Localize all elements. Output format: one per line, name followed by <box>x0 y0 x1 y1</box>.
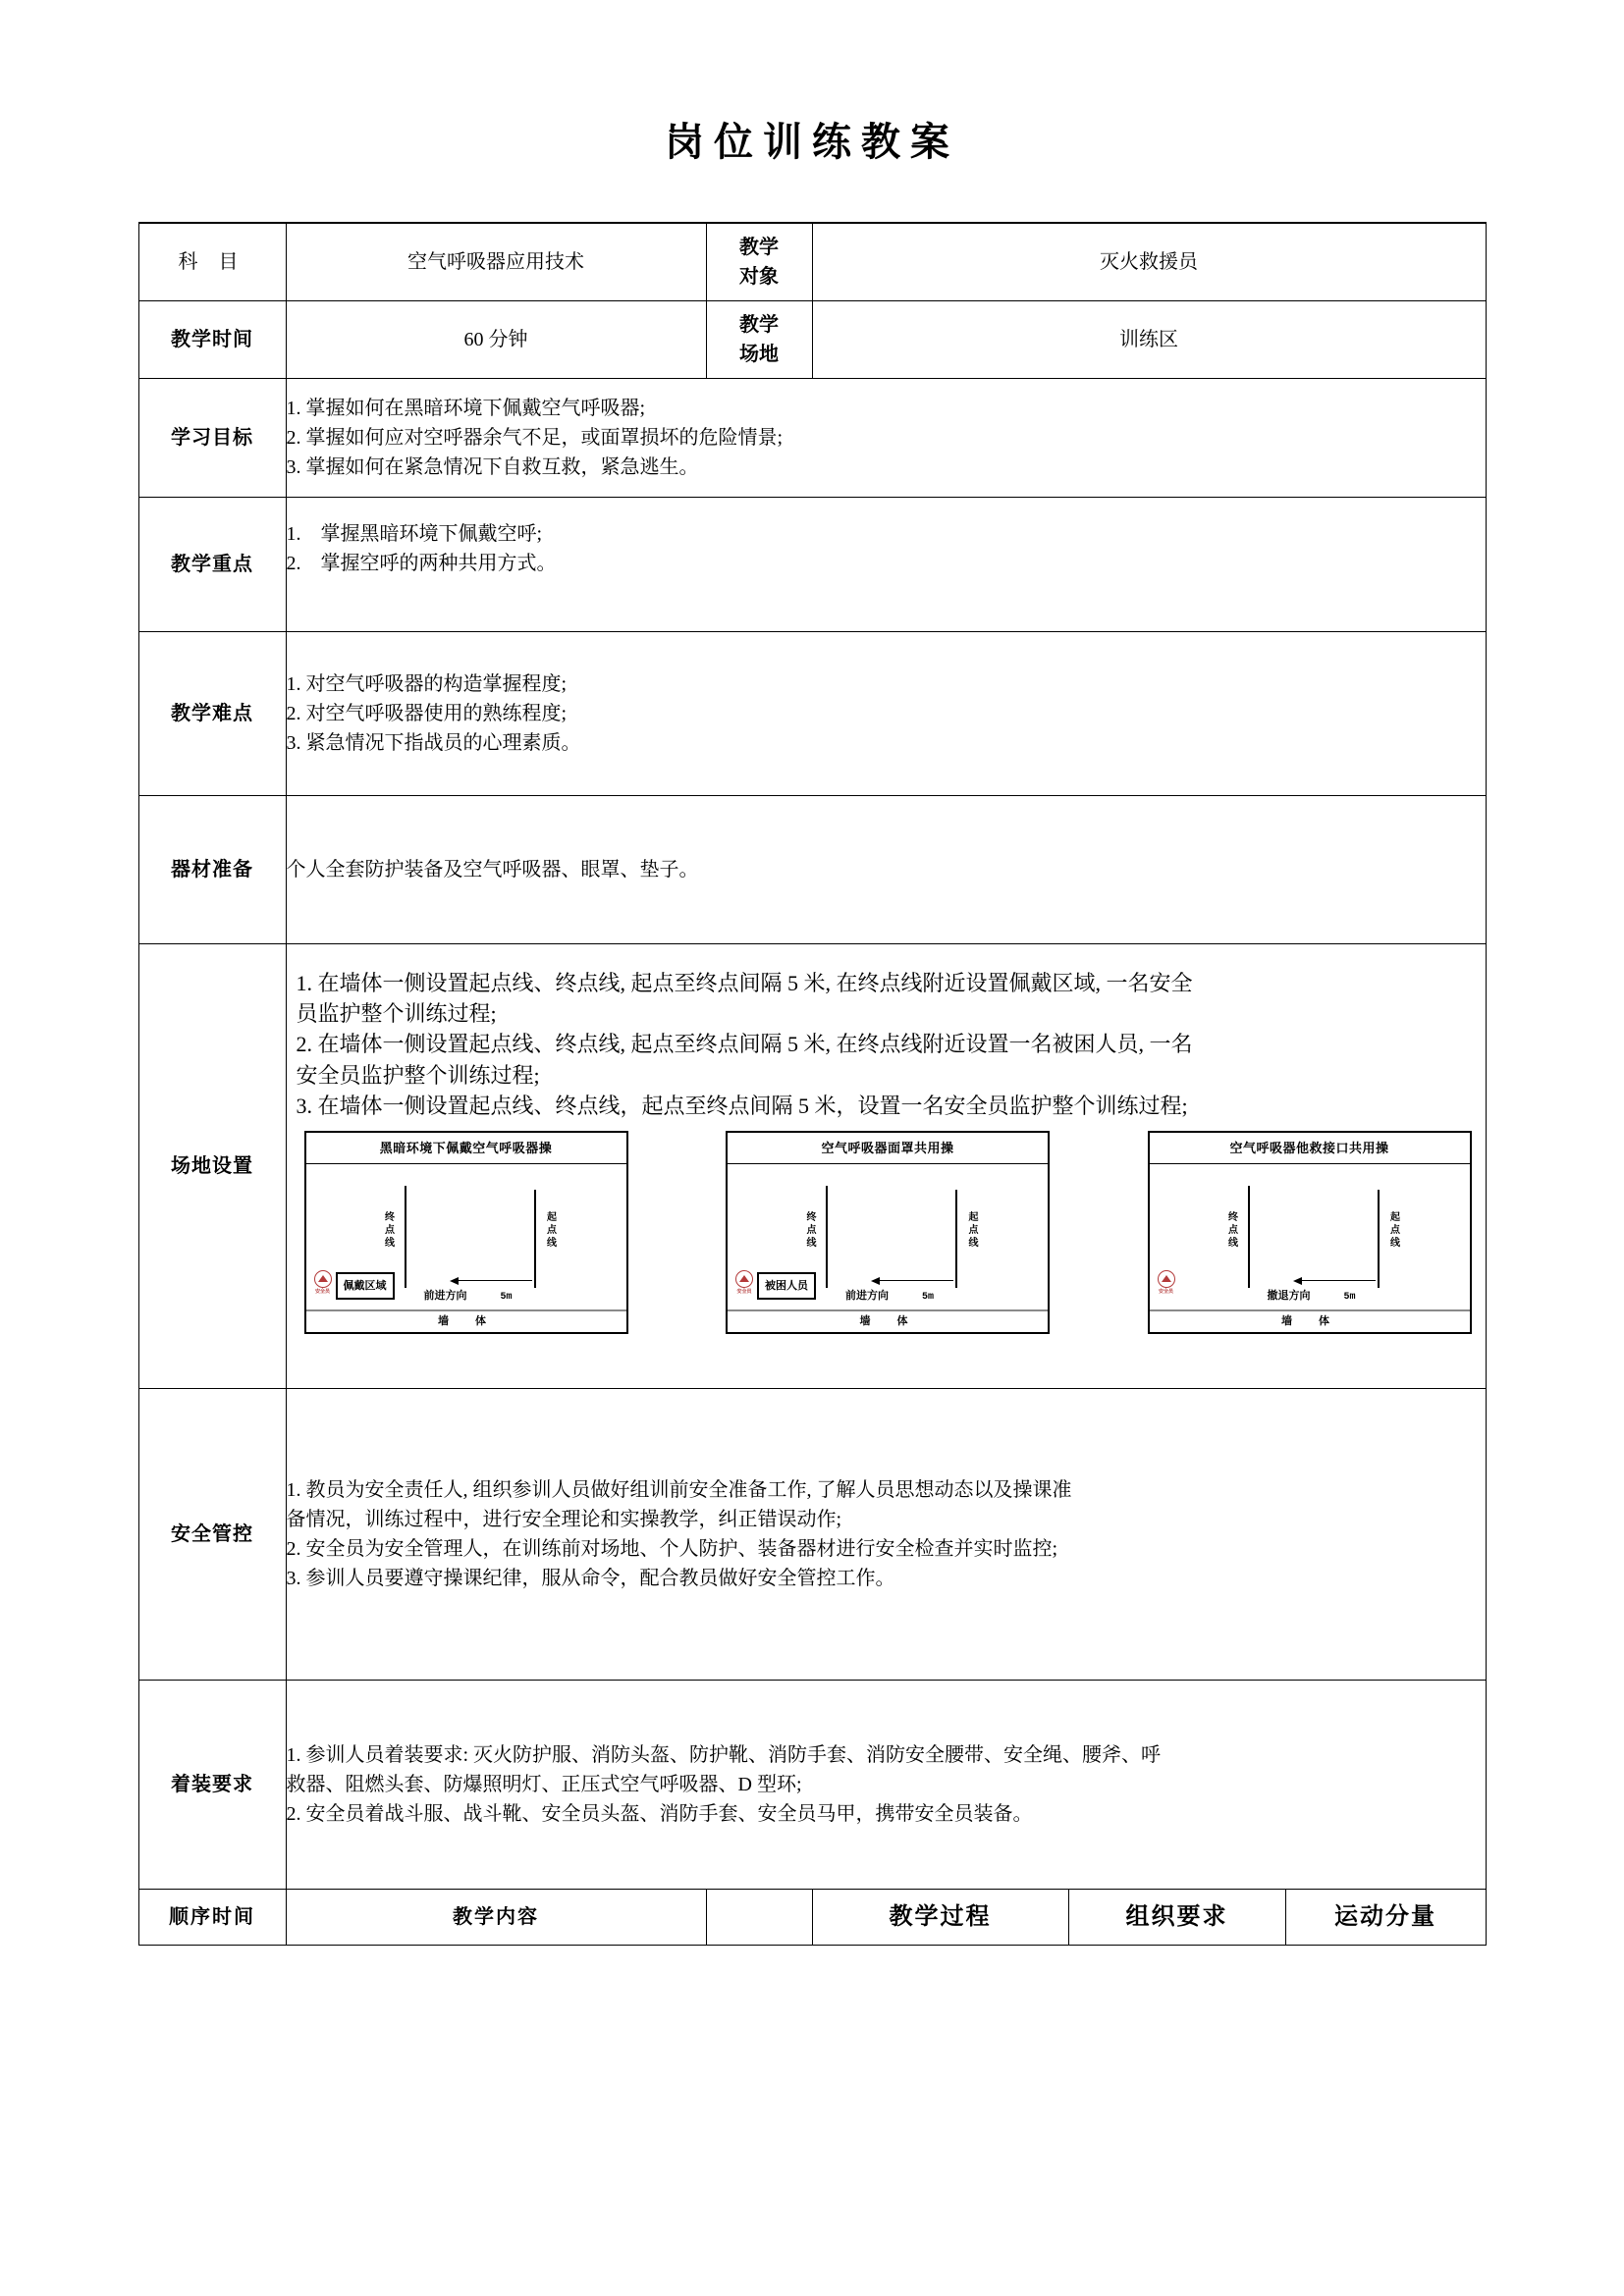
time-value: 60 分钟 <box>286 301 706 379</box>
start-line-label-3: 起点线 <box>1387 1210 1399 1250</box>
safety-officer-marker-3 <box>1158 1270 1175 1297</box>
table-row-time <box>138 301 1486 379</box>
venue-setup-line-2: 员监护整个训练过程; <box>296 1001 497 1027</box>
safety-officer-label-2: 安全员 <box>736 1288 752 1295</box>
wall-label-2: 墙 体 <box>728 1309 1048 1333</box>
start-line-2 <box>955 1190 957 1288</box>
safety-officer-label-3: 安全员 <box>1158 1288 1173 1295</box>
table-row-difficulties <box>138 632 1486 796</box>
audience-label <box>706 223 812 301</box>
key-points-label: 教学重点 <box>138 498 286 632</box>
key-points-content <box>286 498 1486 632</box>
table-row-subject <box>138 223 1486 301</box>
table-row-key-points <box>138 498 1486 632</box>
venue-label-line2: 场地 <box>739 344 779 365</box>
page-title: 岗位训练教案 <box>665 120 959 164</box>
venue-setup-label: 场地设置 <box>138 944 286 1389</box>
safety-line-2: 备情况，训练过程中，进行安全理论和实操教学，纠正错误动作; <box>286 1509 842 1530</box>
venue-label-line1: 教学 <box>739 314 779 336</box>
audience-label-line2: 对象 <box>739 266 779 288</box>
direction-arrow-line-1 <box>456 1280 532 1282</box>
field-diagram-3 <box>1148 1131 1472 1334</box>
venue-setup-line-4: 安全员监护整个训练过程; <box>296 1062 540 1088</box>
dress-line-3: 2. 安全员着战斗服、战斗靴、安全员头盔、消防手套、安全员马甲，携带安全员装备。 <box>286 1803 1033 1825</box>
finish-line-2 <box>826 1186 828 1288</box>
venue-setup-text <box>287 944 1486 1127</box>
start-line-1 <box>534 1190 536 1288</box>
table-row-footer-header <box>138 1890 1486 1946</box>
table-row-dress <box>138 1681 1486 1890</box>
venue-label <box>706 301 812 379</box>
direction-arrow-line-3 <box>1299 1280 1376 1282</box>
safety-officer-marker-2 <box>735 1270 753 1297</box>
zone-box-1: 佩戴区域 <box>336 1272 395 1301</box>
dress-content <box>286 1681 1486 1890</box>
table-row-equipment <box>138 796 1486 944</box>
venue-setup-line-1: 1. 在墙体一侧设置起点线、终点线, 起点至终点间隔 5 米, 在终点线附近设置佩戴区域, 一名安全 <box>296 971 1193 995</box>
dress-label: 着装要求 <box>138 1681 286 1890</box>
field-diagram-1 <box>304 1131 628 1334</box>
footer-col-process-a <box>706 1890 812 1946</box>
objectives-content <box>286 379 1486 498</box>
key-points-line-1: 1. 掌握黑暗环境下佩戴空呼; <box>286 523 543 545</box>
dress-line-2: 救器、阻燃头套、防爆照明灯、正压式空气呼吸器、D 型环; <box>286 1774 802 1795</box>
objectives-line-2: 2. 掌握如何应对空呼器余气不足，或面罩损坏的危险情景; <box>286 427 784 449</box>
field-diagram-3-field <box>1150 1164 1470 1309</box>
field-diagram-3-title: 空气呼吸器他救接口共用操 <box>1150 1133 1470 1164</box>
safety-line-4: 3. 参训人员要遵守操课纪律，服从命令，配合教员做好安全管控工作。 <box>286 1568 895 1589</box>
safety-triangle-icon-3 <box>1158 1270 1175 1288</box>
field-diagram-2 <box>726 1131 1050 1334</box>
finish-line-3 <box>1248 1186 1250 1288</box>
field-diagram-2-title: 空气呼吸器面罩共用操 <box>728 1133 1048 1164</box>
difficulties-line-1: 1. 对空气呼吸器的构造掌握程度; <box>286 673 568 695</box>
safety-triangle-icon-2 <box>735 1270 753 1288</box>
venue-setup-content <box>286 944 1486 1389</box>
objectives-label: 学习目标 <box>138 379 286 498</box>
subject-value: 空气呼吸器应用技术 <box>286 223 706 301</box>
footer-col-organization: 组织要求 <box>1068 1890 1285 1945</box>
difficulties-line-3: 3. 紧急情况下指战员的心理素质。 <box>286 732 581 754</box>
direction-arrow-line-2 <box>877 1280 953 1282</box>
venue-setup-line-5: 3. 在墙体一侧设置起点线、终点线，起点至终点间隔 5 米，设置一名安全员监护整个训练过程; <box>296 1093 1188 1118</box>
finish-line-label-2: 终点线 <box>804 1210 815 1250</box>
field-diagram-1-field <box>306 1164 626 1309</box>
wall-label-1: 墙 体 <box>306 1309 626 1333</box>
difficulties-content <box>286 632 1486 796</box>
field-diagram-2-field <box>728 1164 1048 1309</box>
table-row-safety <box>138 1389 1486 1681</box>
objectives-line-1: 1. 掌握如何在黑暗环境下佩戴空气呼吸器; <box>286 398 646 419</box>
wall-label-3: 墙 体 <box>1150 1309 1470 1333</box>
objectives-line-3: 3. 掌握如何在紧急情况下自救互救，紧急逃生。 <box>286 456 699 478</box>
lesson-plan-table <box>138 222 1487 1946</box>
venue-setup-line-3: 2. 在墙体一侧设置起点线、终点线, 起点至终点间隔 5 米, 在终点线附近设置一名被困人员, 一名 <box>296 1032 1193 1057</box>
safety-officer-label-1: 安全员 <box>314 1288 330 1295</box>
table-row-objectives <box>138 379 1486 498</box>
footer-col-rest <box>812 1890 1486 1946</box>
direction-label-1: 前进方向 <box>423 1289 467 1302</box>
direction-arrow-head-1 <box>450 1277 459 1285</box>
direction-label-3: 撤退方向 <box>1267 1289 1311 1302</box>
distance-label-1: 5m <box>500 1291 513 1303</box>
field-diagram-group <box>287 1127 1486 1340</box>
start-line-3 <box>1378 1190 1380 1288</box>
table-row-venue-setup <box>138 944 1486 1389</box>
equipment-content <box>286 796 1486 944</box>
direction-label-2: 前进方向 <box>845 1289 889 1302</box>
safety-line-3: 2. 安全员为安全管理人，在训练前对场地、个人防护、装备器材进行安全检查并实时监控; <box>286 1538 1058 1560</box>
difficulties-label: 教学难点 <box>138 632 286 796</box>
finish-line-label-3: 终点线 <box>1225 1210 1237 1250</box>
finish-line-label-1: 终点线 <box>382 1210 394 1250</box>
start-line-label-2: 起点线 <box>966 1210 977 1250</box>
subject-label: 科 目 <box>138 223 286 301</box>
safety-triangle-icon-1 <box>314 1270 332 1288</box>
start-line-label-1: 起点线 <box>544 1210 556 1250</box>
time-label: 教学时间 <box>138 301 286 379</box>
distance-label-3: 5m <box>1343 1291 1356 1303</box>
footer-col-exercise-volume: 运动分量 <box>1334 1903 1436 1930</box>
audience-value: 灭火救援员 <box>812 223 1486 301</box>
venue-value: 训练区 <box>812 301 1486 379</box>
distance-label-2: 5m <box>922 1291 935 1303</box>
finish-line-1 <box>405 1186 406 1288</box>
safety-line-1: 1. 教员为安全责任人, 组织参训人员做好组训前安全准备工作, 了解人员思想动态以及操课准 <box>286 1479 1072 1501</box>
equipment-label: 器材准备 <box>138 796 286 944</box>
field-diagram-1-title: 黑暗环境下佩戴空气呼吸器操 <box>306 1133 626 1164</box>
dress-line-1: 1. 参训人员着装要求: 灭火防护服、消防头盔、防护靴、消防手套、消防安全腰带、安全绳、腰斧、呼 <box>286 1744 1162 1766</box>
equipment-line-1: 个人全套防护装备及空气呼吸器、眼罩、垫子。 <box>286 859 699 881</box>
zone-box-2: 被困人员 <box>757 1272 816 1301</box>
footer-col-content: 教学内容 <box>286 1890 706 1946</box>
safety-label: 安全管控 <box>138 1389 286 1681</box>
direction-arrow-head-3 <box>1293 1277 1302 1285</box>
footer-col-order-time: 顺序时间 <box>138 1890 286 1946</box>
safety-officer-marker-1 <box>314 1270 332 1297</box>
safety-content <box>286 1389 1486 1681</box>
key-points-line-2: 2. 掌握空呼的两种共用方式。 <box>286 553 557 574</box>
footer-col-process: 教学过程 <box>813 1890 1069 1945</box>
difficulties-line-2: 2. 对空气呼吸器使用的熟练程度; <box>286 703 568 724</box>
direction-arrow-head-2 <box>871 1277 880 1285</box>
audience-label-line1: 教学 <box>739 237 779 258</box>
